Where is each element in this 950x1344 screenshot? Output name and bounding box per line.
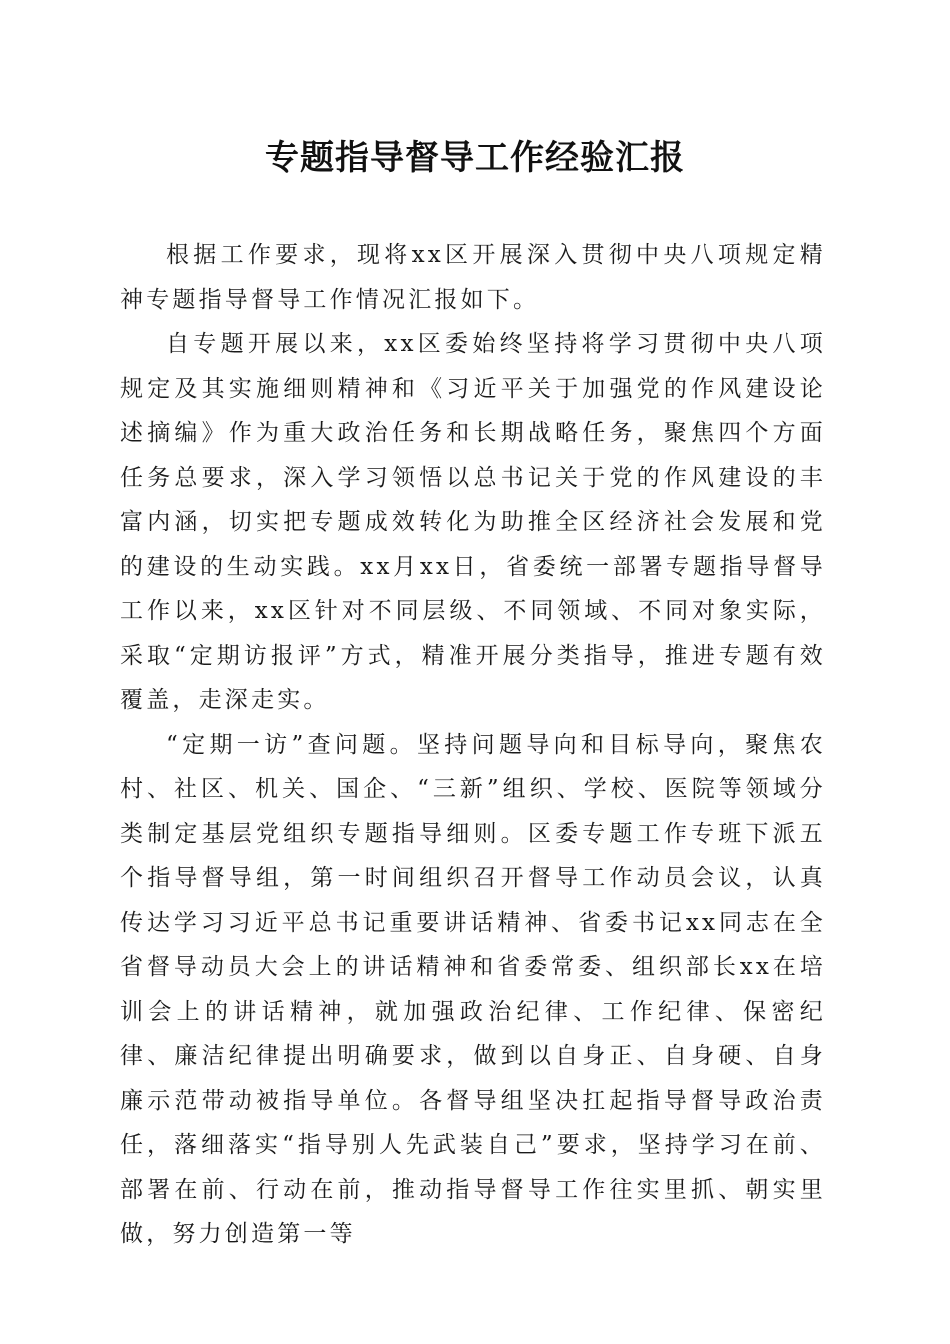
paragraph-regular-visit: “定期一访”查问题。坚持问题导向和目标导向，聚焦农村、社区、机关、国企、“三新”组织、学校、医院等领域分类制定基层党组织专题指导细则。区委专题工作专班下派五个指导督导组，第一时间组织召开督导工作动员会议，认真传达学习习近平总书记重要讲话精神、省委书记xx同志在全省督导动员大会上的讲话精神和省委常委、组织部长xx在培训会上的讲话精神，就加强政治纪律、工作纪律、保密纪律、廉洁纪律提出明确要求，做到以自身正、自身硬、自身廉示范带动被指导单位。各督导组坚决扛起指导督导政治责任，落细落实“指导别人先武装自己”要求，坚持学习在前、部署在前、行动在前，推动指导督导工作往实里抓、朝实里做，努力创造第一等: [120, 731, 826, 1247]
document-body: [120, 233, 826, 1257]
paragraph-overview: 自专题开展以来，xx区委始终坚持将学习贯彻中央八项规定及其实施细则精神和《习近平关于加强党的作风建设论述摘编》作为重大政治任务和长期战略任务，聚焦四个方面任务总要求，深入学习领悟以总书记关于党的作风建设的丰富内涵，切实把专题成效转化为助推全区经济社会发展和党的建设的生动实践。xx月xx日，省委统一部署专题指导督导工作以来，xx区针对不同层级、不同领域、不同对象实际，采取“定期访报评”方式，精准开展分类指导，推进专题有效覆盖，走深走实。: [120, 331, 826, 713]
document-title: 专题指导督导工作经验汇报: [265, 138, 685, 178]
paragraph-intro: 根据工作要求，现将xx区开展深入贯彻中央八项规定精神专题指导督导工作情况汇报如下。: [120, 242, 826, 313]
